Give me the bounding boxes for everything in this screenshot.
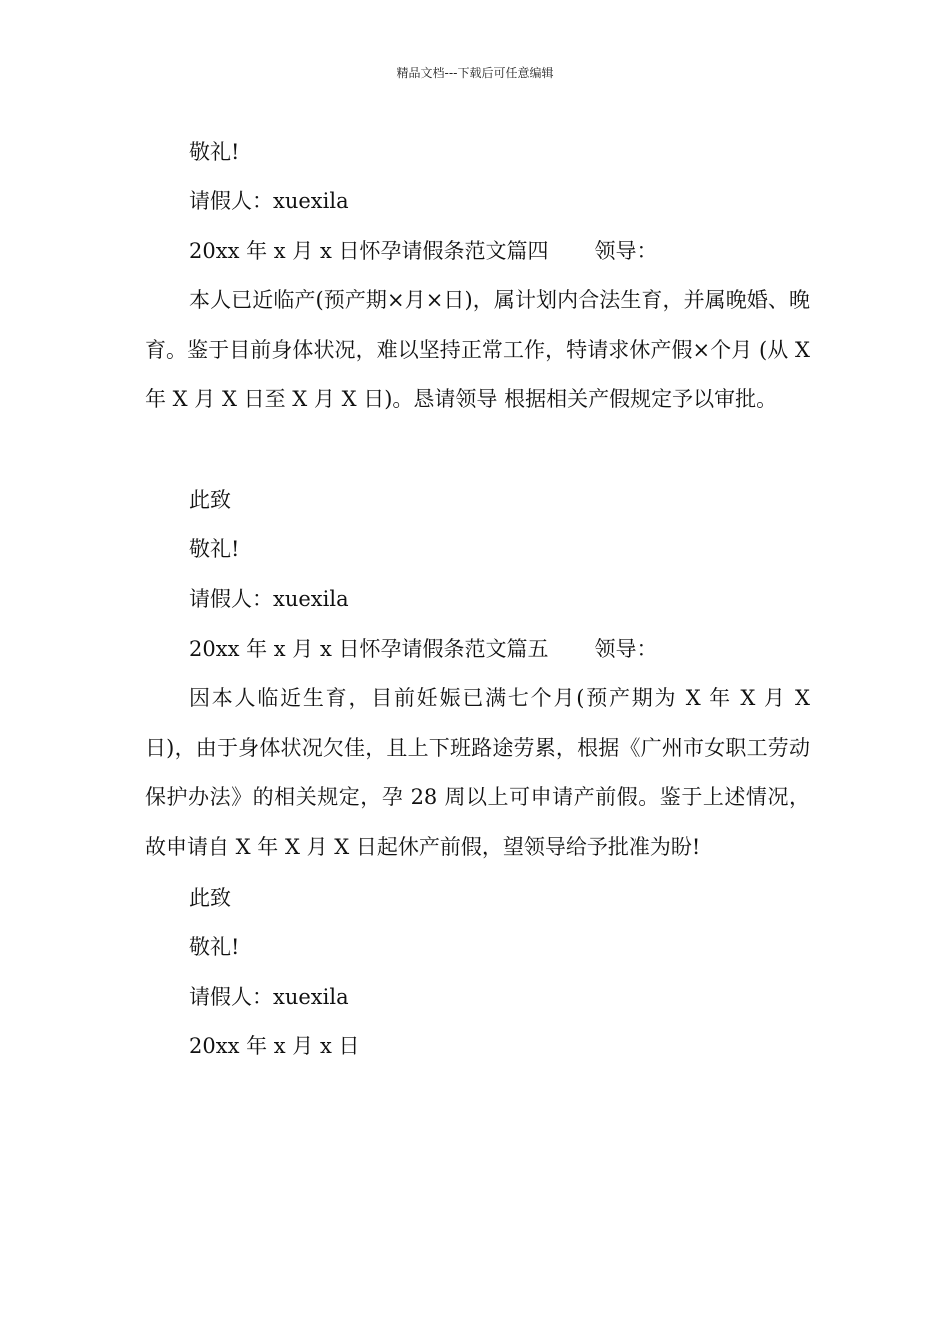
- date-title: 20xx 年 x 月 x 日怀孕请假条范文篇五: [189, 637, 549, 661]
- closing-salute: 敬礼!: [189, 140, 240, 164]
- body-paragraph: 本人已近临产(预产期×月×日)，属计划内合法生育，并属晚婚、晚育。鉴于目前身体状况，难以坚持正常工作，特请求休产假×个月 (从 X 年 X 月 X 日至 X 月 X 日)。恳请领导 根据相关产假规定予以审批。: [145, 288, 810, 411]
- date-title: 20xx 年 x 月 x 日怀孕请假条范文篇四: [189, 239, 549, 263]
- body-paragraph: 因本人临近生育，目前妊娠已满七个月(预产期为 X 年 X 月 X 日)，由于身体状况欠佳，且上下班路途劳累，根据《广州市女职工劳动保护办法》的相关规定，孕 28 周以上可申请产前假。鉴于上述情况，故申请自 X 年 X 月 X 日起休产前假，望领导给予批准为盼!: [145, 686, 810, 859]
- salutation: 领导：: [594, 239, 658, 263]
- closing-salute: 敬礼!: [189, 935, 240, 959]
- applicant-line: 请假人：xuexila: [189, 189, 349, 213]
- closing-line: 此致: [189, 886, 231, 910]
- applicant-line: 请假人：xuexila: [189, 587, 349, 611]
- applicant-line: 请假人：xuexila: [189, 985, 349, 1009]
- date-line: 20xx 年 x 月 x 日: [189, 1034, 360, 1058]
- closing-salute: 敬礼!: [189, 537, 240, 561]
- salutation: 领导：: [594, 637, 658, 661]
- section-title-line: [189, 624, 854, 674]
- closing-line: 此致: [189, 488, 231, 512]
- section-title-line: [189, 226, 854, 276]
- page-header: 精品文档---下载后可任意编辑: [396, 66, 554, 80]
